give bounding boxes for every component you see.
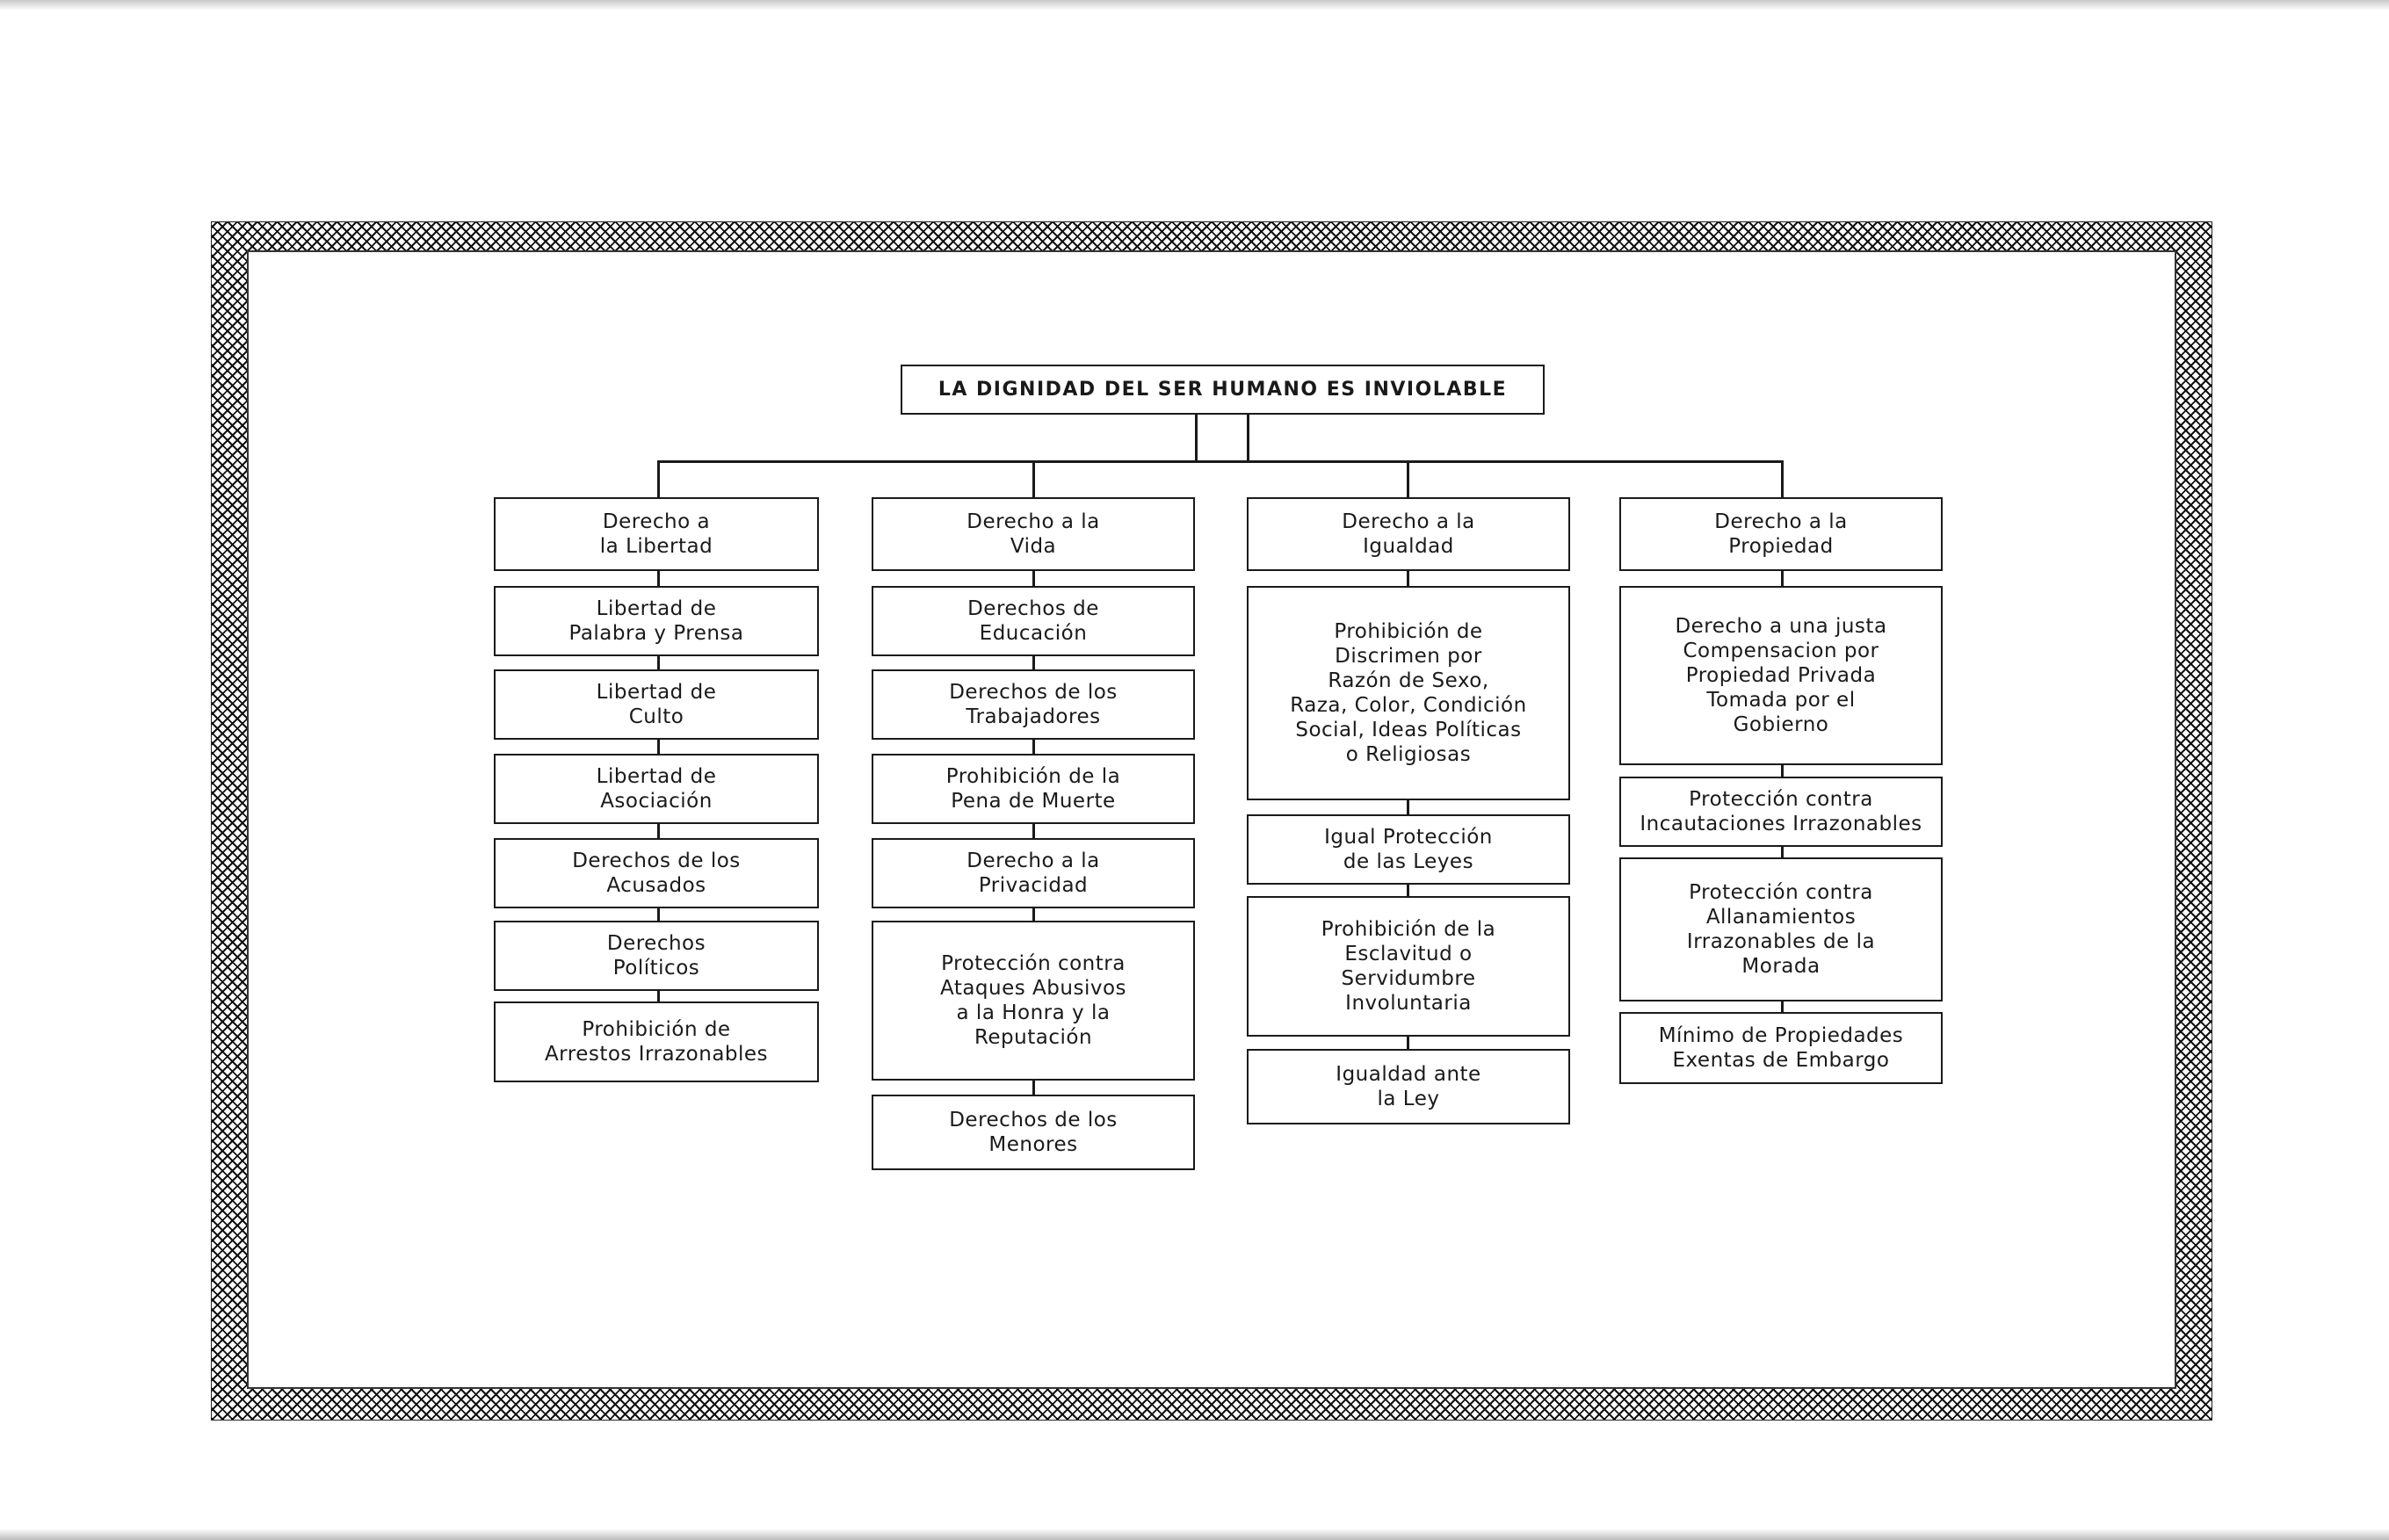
branch-drop-libertad [657, 460, 660, 497]
item-libertad-asociacion: Libertad de Asociación [494, 754, 819, 824]
item-igualdad-ante-ley: Igualdad ante la Ley [1247, 1049, 1570, 1124]
item-derechos-politicos: Derechos Políticos [494, 921, 819, 991]
item-prohibicion-discrimen: Prohibición de Discrimen por Razón de Sexo, Raza, Color, Condición Social, Ideas Políticas o Religiosas [1247, 586, 1570, 800]
item-libertad-culto: Libertad de Culto [494, 669, 819, 740]
header-derecho-vida: Derecho a la Vida [872, 497, 1195, 571]
item-derechos-menores: Derechos de los Menores [872, 1095, 1195, 1170]
item-proteccion-incautaciones: Protección contra Incautaciones Irrazonables [1619, 777, 1943, 847]
item-prohibicion-arrestos: Prohibición de Arrestos Irrazonables [494, 1001, 819, 1082]
item-proteccion-honra: Protección contra Ataques Abusivos a la Honra y la Reputación [872, 921, 1195, 1081]
root-node: LA DIGNIDAD DEL SER HUMANO ES INVIOLABLE [901, 365, 1545, 415]
root-connector-left [1195, 415, 1198, 463]
branch-drop-vida [1032, 460, 1035, 497]
item-derecho-privacidad: Derecho a la Privacidad [872, 838, 1195, 908]
item-proteccion-allanamientos: Protección contra Allanamientos Irrazonables de la Morada [1619, 857, 1943, 1001]
page-edge-shadow [0, 1529, 2389, 1540]
item-libertad-palabra: Libertad de Palabra y Prensa [494, 586, 819, 656]
item-prohibicion-pena-muerte: Prohibición de la Pena de Muerte [872, 754, 1195, 824]
branch-drop-igualdad [1407, 460, 1409, 497]
item-derechos-educacion: Derechos de Educación [872, 586, 1195, 656]
horizontal-branch-line [657, 460, 1782, 463]
root-connector-right [1247, 415, 1249, 463]
header-derecho-propiedad: Derecho a la Propiedad [1619, 497, 1943, 571]
item-prohibicion-esclavitud: Prohibición de la Esclavitud o Servidumbre Involuntaria [1247, 896, 1570, 1037]
item-justa-compensacion: Derecho a una justa Compensacion por Propiedad Privada Tomada por el Gobierno [1619, 586, 1943, 765]
branch-drop-propiedad [1781, 460, 1784, 497]
item-derechos-trabajadores: Derechos de los Trabajadores [872, 669, 1195, 740]
header-derecho-libertad: Derecho a la Libertad [494, 497, 819, 571]
item-minimo-propiedades: Mínimo de Propiedades Exentas de Embargo [1619, 1012, 1943, 1084]
header-derecho-igualdad: Derecho a la Igualdad [1247, 497, 1570, 571]
item-derechos-acusados: Derechos de los Acusados [494, 838, 819, 908]
item-igual-proteccion-leyes: Igual Protección de las Leyes [1247, 814, 1570, 885]
page-edge-shadow [0, 0, 2389, 11]
